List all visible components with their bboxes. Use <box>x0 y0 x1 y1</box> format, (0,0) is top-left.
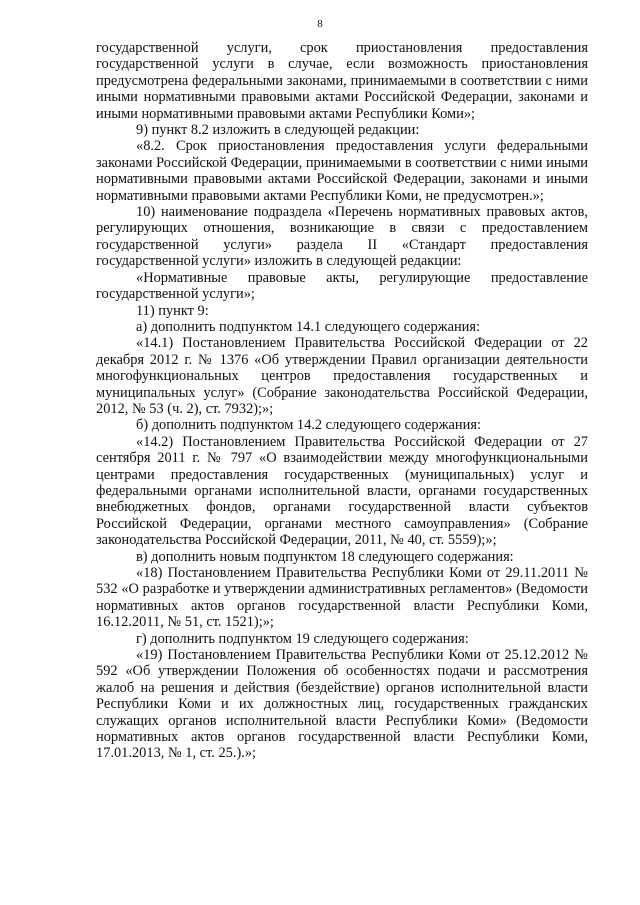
paragraph-quote-8-2: «8.2. Срок приостановления предоставления услуги федеральными законами Российской Федерации, принимаемыми в соответствии с ними иными нормативными правовыми актами Российской Федерации, законами и иными нормативными правовыми актами Республики Коми, не предусмотрен.»; <box>96 138 588 204</box>
page-number: 8 <box>317 18 323 30</box>
paragraph-quote-title: «Нормативные правовые акты, регулирующие предоставление государственной услуги»; <box>96 269 588 303</box>
paragraph-quote-14-2: «14.2) Постановлением Правительства Российской Федерации от 27 сентября 2011 г. № 797 «О взаимодействии между многофункциональными центрами предоставления государственных (муниципальных) услуг и федеральными органами исполнительной власти, органами государственных внебюджетных фондов, органами государственной власти субъектов Российской Федерации, органами местного самоуправления» (Собрание законодательства Российской Федерации, 2011, № 40, ст. 5559);»; <box>96 433 588 549</box>
paragraph-item-9: 9) пункт 8.2 изложить в следующей редакции: <box>136 122 420 139</box>
paragraph-item-10: 10) наименование подраздела «Перечень нормативных правовых актов, регулирующих отношения, возникающие в связи с предоставлением государственной услуги» раздела II «Стандарт предоставления государственной услуги» изложить в следующей редакции: <box>96 204 588 270</box>
paragraph-quote-18: «18) Постановлением Правительства Республики Коми от 29.11.2011 № 532 «О разработке и утверждении административных регламентов» (Ведомости нормативных актов органов государственной власти Республики Коми, 16.12.2011, № 51, ст. 1521);»; <box>96 565 588 631</box>
document-body <box>96 40 588 762</box>
paragraph-subitem-v: в) дополнить новым подпунктом 18 следующего содержания: <box>136 548 514 565</box>
paragraph-item-11: 11) пункт 9: <box>136 302 209 319</box>
paragraph-subitem-b: б) дополнить подпунктом 14.2 следующего содержания: <box>136 417 481 434</box>
paragraph-subitem-a: а) дополнить подпунктом 14.1 следующего содержания: <box>136 318 481 335</box>
paragraph-continuation: государственной услуги, срок приостановления предоставления государственной услуги в случае, если возможность приостановления предусмотрена федеральными законами, принимаемыми в соответствии с ними иными нормативными правовыми актами Российской Федерации, законами и иными нормативными правовыми актами Республики Коми»; <box>96 40 588 122</box>
paragraph-quote-19: «19) Постановлением Правительства Республики Коми от 25.12.2012 № 592 «Об утверждении Положения об особенностях подачи и рассмотрения жалоб на решения и действия (бездействие) органов исполнительной власти Республики Коми и их должностных лиц, государственных гражданских служащих органов исполнительной власти Республики Коми» (Ведомости нормативных актов органов государственной власти Республики Коми, 17.01.2013, № 1, ст. 25.).»; <box>96 647 588 762</box>
paragraph-subitem-g: г) дополнить подпунктом 19 следующего содержания: <box>136 630 469 647</box>
paragraph-quote-14-1: «14.1) Постановлением Правительства Российской Федерации от 22 декабря 2012 г. № 1376 «Об утверждении Правил организации деятельности многофункциональных центров предоставления государственных и муниципальных услуг» (Собрание законодательства Российской Федерации, 2012, № 53 (ч. 2), ст. 7932);»; <box>96 335 588 417</box>
